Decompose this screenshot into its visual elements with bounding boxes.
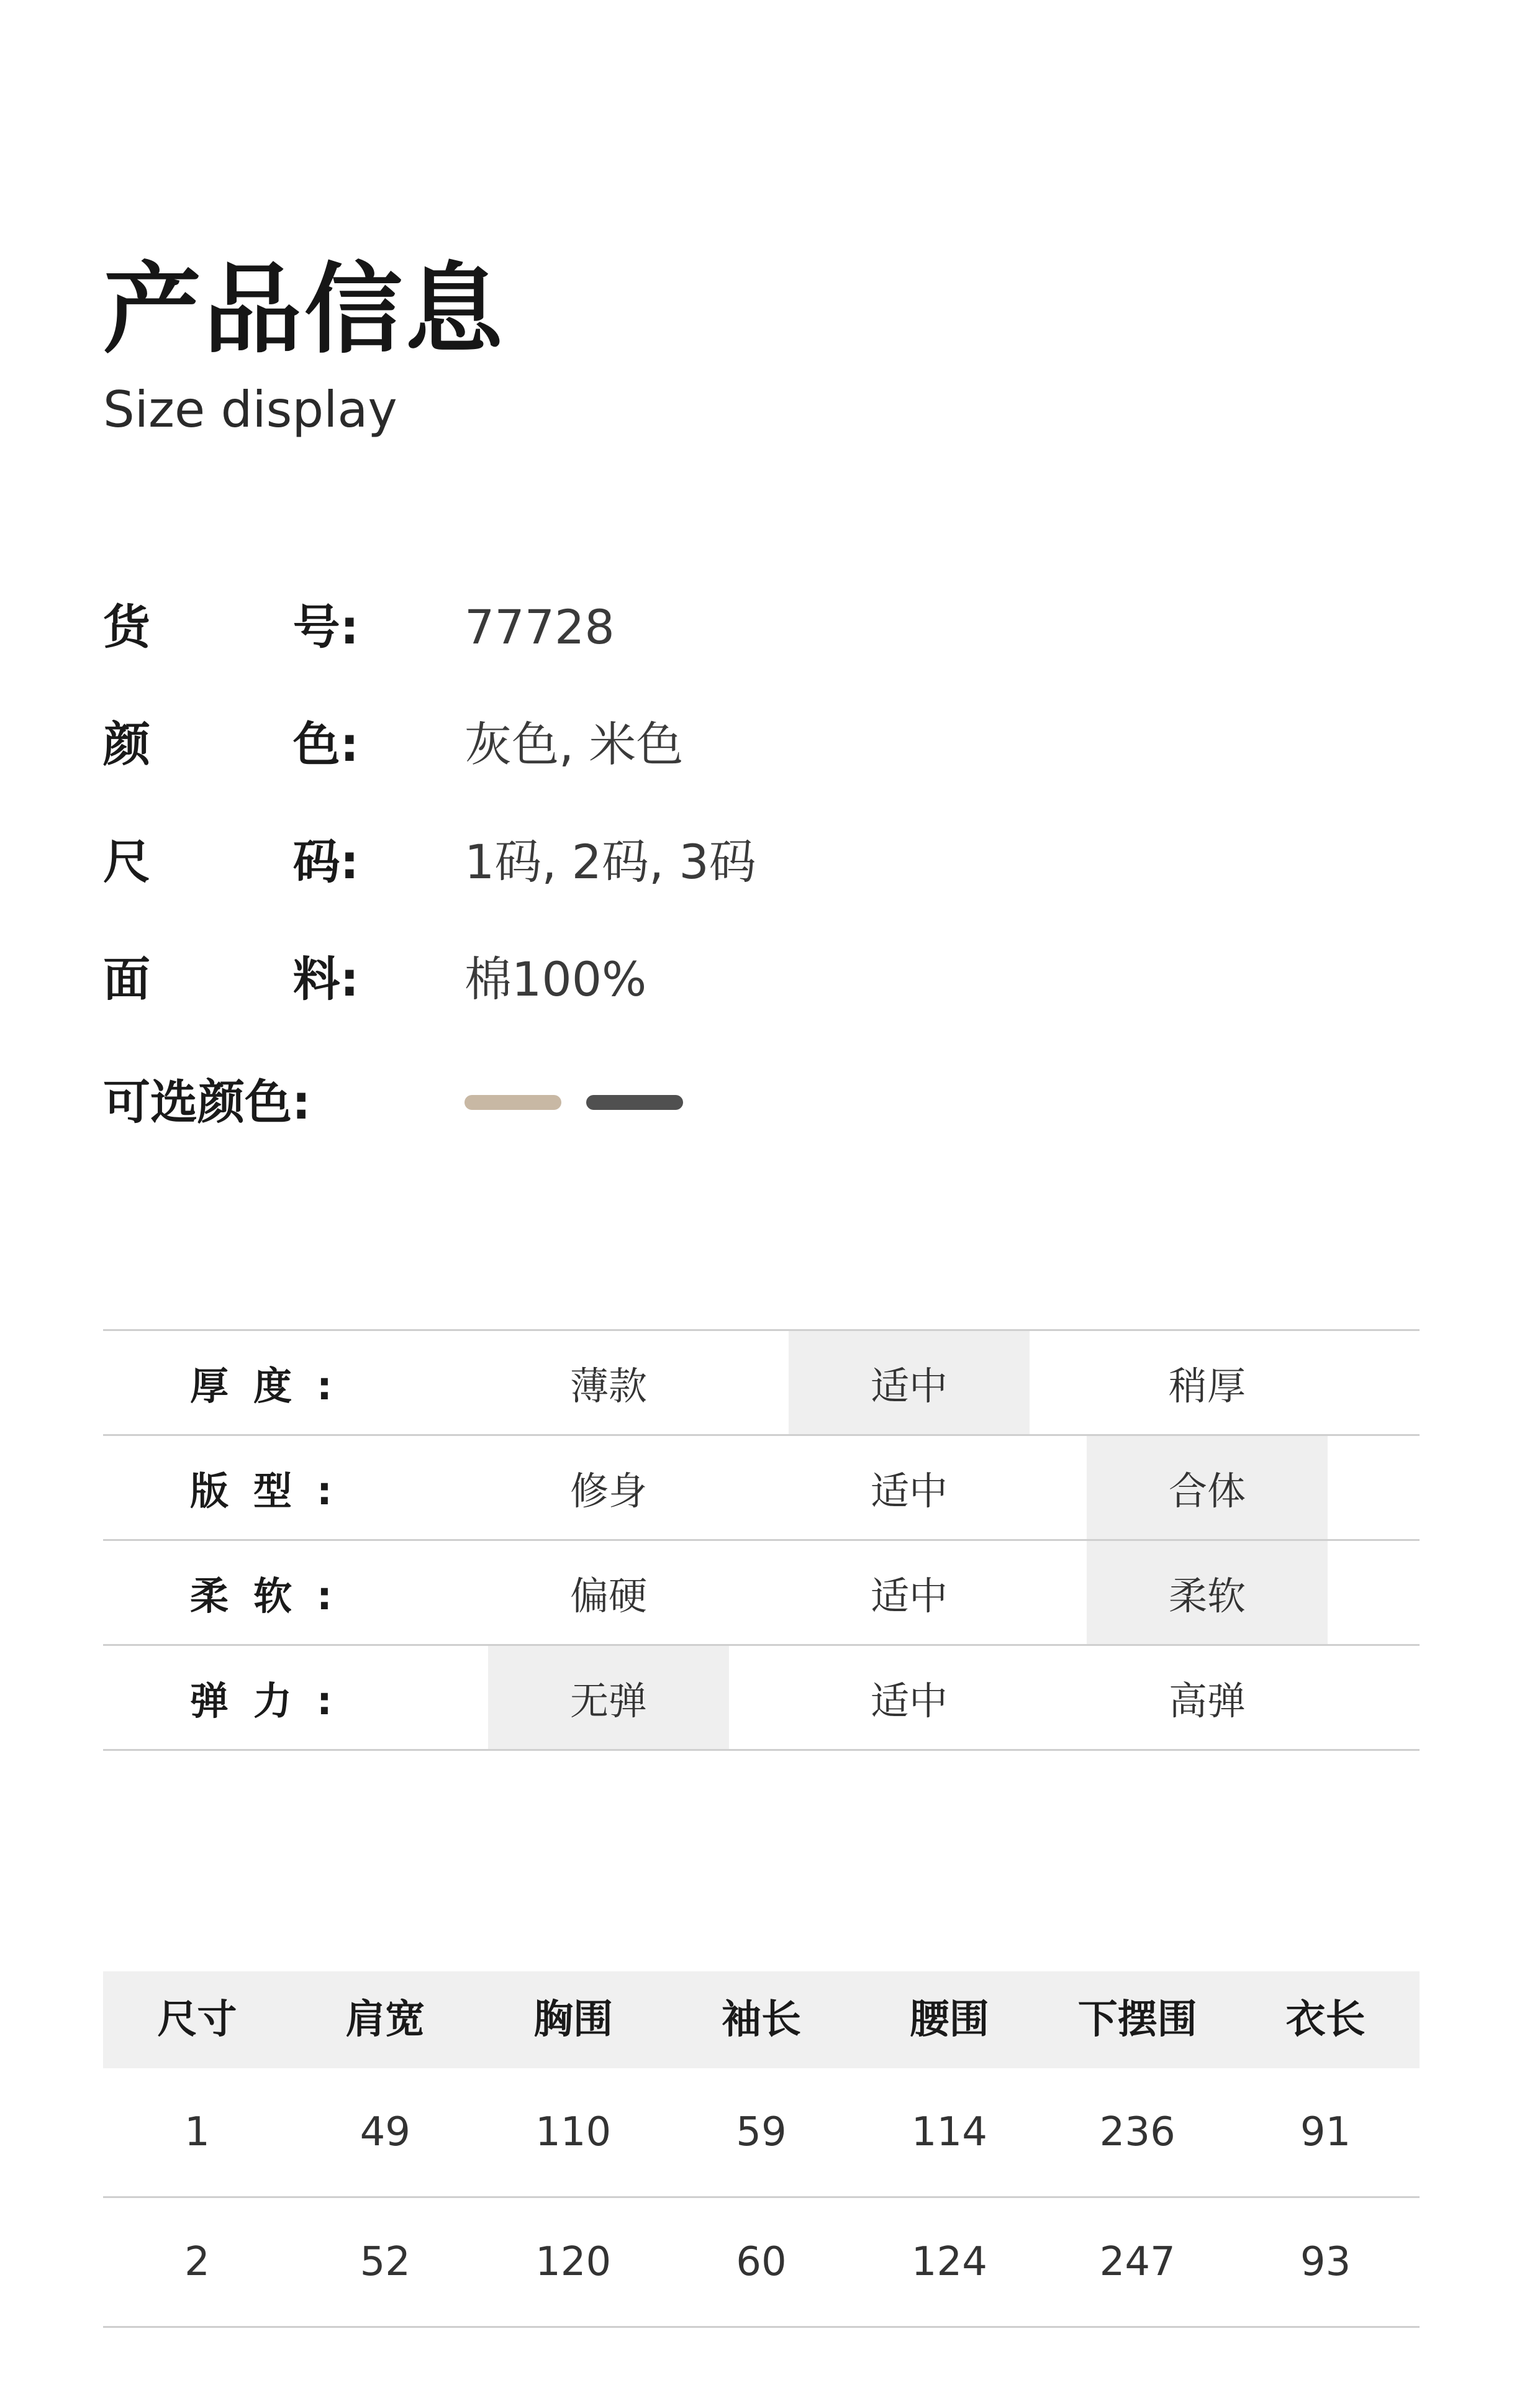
table-cell: 2 (184, 2239, 210, 2285)
table-row (103, 2068, 1420, 2198)
attribute-row-elasticity (103, 1646, 1420, 1751)
attribute-option: 合体 (1087, 1436, 1328, 1539)
info-row-size (103, 828, 756, 896)
page-subtitle: Size display (103, 381, 397, 438)
attribute-table (103, 1329, 1420, 1751)
gray-swatch[interactable] (586, 1095, 683, 1110)
color-value: 灰色, 米色 (464, 717, 684, 772)
color-swatches (464, 1095, 708, 1110)
table-cell: 120 (535, 2239, 612, 2285)
available-colors-label: 可选颜色: (103, 1074, 311, 1130)
attribute-option: 柔软 (1087, 1541, 1328, 1644)
header-cell: 尺寸 (157, 1997, 237, 2043)
table-cell: 49 (360, 2109, 410, 2155)
attribute-label: 版型: (190, 1468, 357, 1514)
attribute-option: 适中 (870, 1678, 948, 1724)
info-label-right: 料: (292, 952, 359, 1007)
info-label-right: 码: (292, 834, 359, 889)
table-row (103, 2198, 1420, 2328)
table-cell: 93 (1300, 2239, 1351, 2285)
item-number-value: 77728 (464, 599, 615, 655)
info-row-item-number (103, 593, 615, 661)
table-cell: 110 (535, 2109, 612, 2155)
fabric-value: 棉100% (464, 952, 647, 1007)
header-cell: 下摆围 (1077, 1997, 1197, 2043)
info-row-available-colors (103, 1068, 708, 1137)
info-label-left: 面 (103, 952, 150, 1007)
beige-swatch[interactable] (464, 1095, 561, 1110)
size-table (103, 1971, 1420, 2328)
info-label-right: 号: (292, 599, 359, 655)
info-label-left: 尺 (103, 834, 150, 889)
info-label (103, 952, 359, 1007)
table-cell: 124 (911, 2239, 987, 2285)
page-title: 产品信息 (103, 253, 505, 367)
attribute-row-fit (103, 1436, 1420, 1541)
info-label (103, 599, 359, 655)
attribute-option: 适中 (870, 1468, 948, 1514)
attribute-option: 适中 (789, 1331, 1030, 1434)
table-cell: 1 (184, 2109, 210, 2155)
header-cell: 肩宽 (345, 1997, 425, 2043)
table-cell: 59 (736, 2109, 787, 2155)
info-label-left: 颜 (103, 717, 150, 772)
table-cell: 60 (736, 2239, 787, 2285)
table-cell: 236 (1099, 2109, 1175, 2155)
info-label-left: 货 (103, 599, 150, 655)
attribute-label: 柔软: (190, 1573, 357, 1619)
attribute-option: 无弹 (488, 1646, 729, 1749)
table-cell: 114 (911, 2109, 987, 2155)
attribute-option: 适中 (870, 1573, 948, 1619)
header-cell: 腰围 (909, 1997, 989, 2043)
attribute-option: 高弹 (1168, 1678, 1246, 1724)
info-row-color (103, 711, 683, 779)
attribute-option: 薄款 (569, 1363, 647, 1409)
info-row-fabric (103, 945, 646, 1014)
attribute-label: 弹力: (190, 1678, 357, 1724)
header-cell: 衣长 (1285, 1997, 1366, 2043)
attribute-option: 稍厚 (1168, 1363, 1246, 1409)
header-cell: 袖长 (722, 1997, 801, 2043)
info-label (103, 717, 359, 772)
attribute-option: 修身 (569, 1468, 647, 1514)
size-value: 1码, 2码, 3码 (464, 834, 756, 889)
info-label-right: 色: (292, 717, 359, 772)
table-cell: 52 (360, 2239, 410, 2285)
info-label (103, 834, 359, 889)
header-cell: 胸围 (533, 1997, 614, 2043)
attribute-row-thickness (103, 1331, 1420, 1436)
table-cell: 247 (1099, 2239, 1175, 2285)
attribute-row-softness (103, 1541, 1420, 1646)
size-table-header (103, 1971, 1420, 2068)
attribute-label: 厚度: (190, 1363, 357, 1409)
attribute-option: 偏硬 (569, 1573, 647, 1619)
table-cell: 91 (1300, 2109, 1351, 2155)
